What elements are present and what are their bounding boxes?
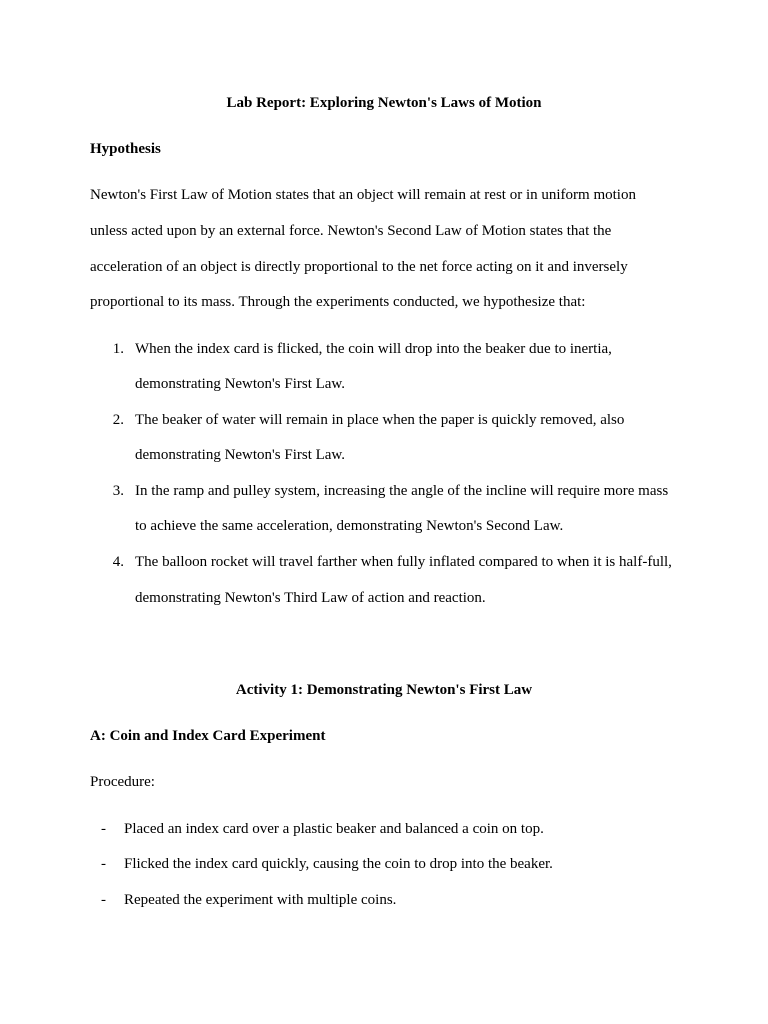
list-item-line: demonstrating Newton's First Law. [135, 447, 346, 463]
paragraph-line: acceleration of an object is directly proportional to the net force acting on it and inversely [90, 259, 628, 275]
list-item-number: 1. [112, 341, 124, 357]
paragraph-line: Newton's First Law of Motion states that an object will remain at rest or in uniform motion [90, 187, 636, 203]
list-item-number: 4. [112, 554, 124, 570]
activity-heading: Activity 1: Demonstrating Newton's First Law [235, 682, 533, 698]
list-item-number: 3. [112, 483, 124, 499]
paragraph-line: proportional to its mass. Through the experiments conducted, we hypothesize that: [90, 294, 586, 310]
bullet-dash: - [101, 821, 106, 837]
list-item-line: When the index card is flicked, the coin will drop into the beaker due to inertia, [135, 341, 612, 357]
procedure-step: Flicked the index card quickly, causing the coin to drop into the beaker. [124, 856, 553, 872]
procedure-step: Repeated the experiment with multiple coins. [124, 892, 397, 908]
list-item-number: 2. [112, 412, 124, 428]
bullet-dash: - [101, 892, 106, 908]
paragraph-line: unless acted upon by an external force. Newton's Second Law of Motion states that the [90, 223, 612, 239]
list-item-line: to achieve the same acceleration, demonstrating Newton's Second Law. [135, 518, 564, 534]
procedure-step: Placed an index card over a plastic beaker and balanced a coin on top. [124, 821, 544, 837]
list-item-line: demonstrating Newton's Third Law of action and reaction. [135, 590, 486, 606]
bullet-dash: - [101, 856, 106, 872]
experiment-subheading: A: Coin and Index Card Experiment [90, 728, 326, 744]
procedure-label: Procedure: [90, 774, 155, 790]
list-item-line: demonstrating Newton's First Law. [135, 376, 346, 392]
list-item-line: In the ramp and pulley system, increasing the angle of the incline will require more mass [135, 483, 669, 499]
list-item-line: The beaker of water will remain in place when the paper is quickly removed, also [135, 412, 625, 428]
report-title: Lab Report: Exploring Newton's Laws of Motion [226, 95, 542, 111]
hypothesis-heading: Hypothesis [90, 141, 161, 157]
list-item-line: The balloon rocket will travel farther when fully inflated compared to when it is half-full, [135, 554, 672, 570]
